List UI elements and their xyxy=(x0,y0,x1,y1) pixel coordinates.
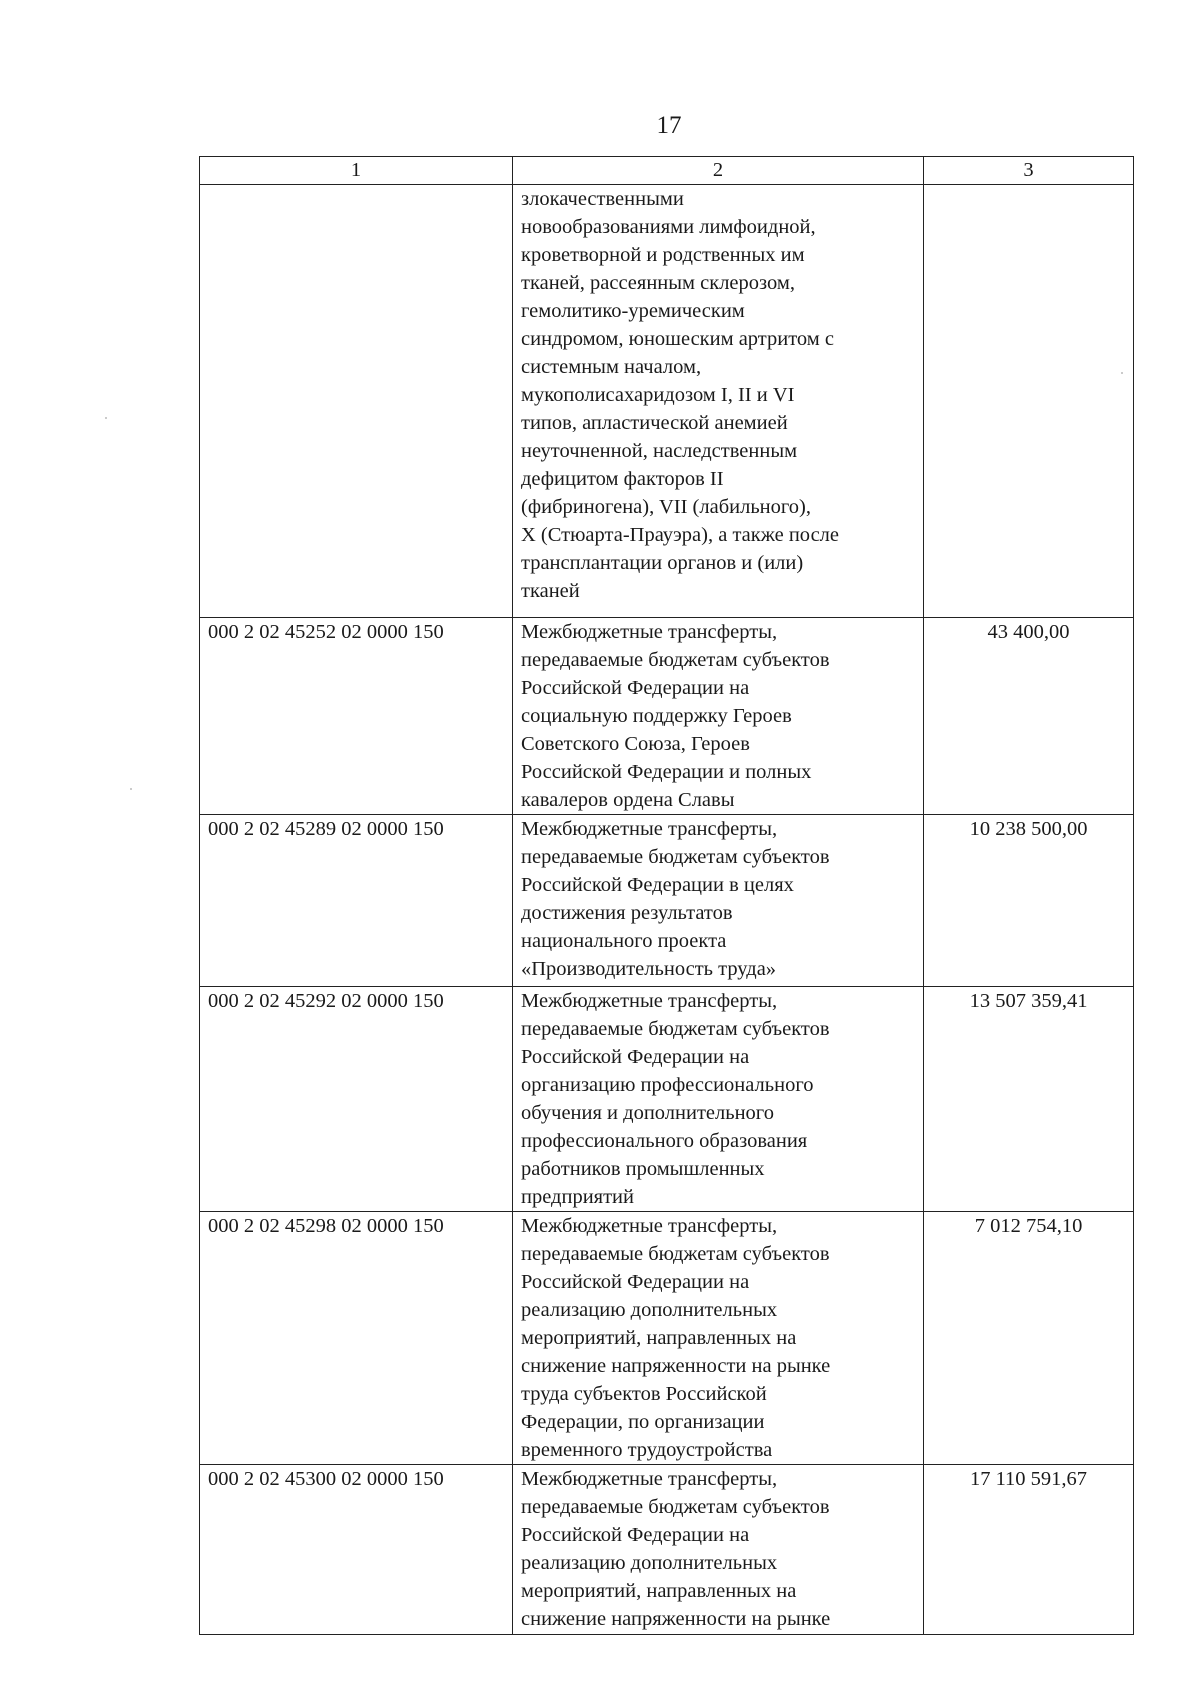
table-row xyxy=(200,618,1134,815)
table-row xyxy=(200,1465,1134,1635)
row-amount: 43 400,00 xyxy=(924,618,1134,815)
budget-table xyxy=(199,156,1134,1635)
row-description: Межбюджетные трансферты, передаваемые бюджетам субъектов Российской Федерации на реализацию дополнительных мероприятий, направленных на снижение напряженности на рынке труда субъектов Российской Федерации, по организации временного трудоустройства xyxy=(513,1212,924,1465)
row-amount: 10 238 500,00 xyxy=(924,815,1134,987)
column-header-code: 1 xyxy=(200,157,513,185)
row-amount: 7 012 754,10 xyxy=(924,1212,1134,1465)
column-header-description: 2 xyxy=(513,157,924,185)
column-header-amount: 3 xyxy=(924,157,1134,185)
table-row xyxy=(200,987,1134,1212)
table-row xyxy=(200,185,1134,618)
scan-speck xyxy=(1121,372,1123,374)
row-description: Межбюджетные трансферты, передаваемые бюджетам субъектов Российской Федерации в целях достижения результатов национального проекта «Производительность труда» xyxy=(513,815,924,987)
row-amount: 13 507 359,41 xyxy=(924,987,1134,1212)
row-amount: 17 110 591,67 xyxy=(924,1465,1134,1635)
table-header-row xyxy=(200,157,1134,185)
scan-speck xyxy=(130,788,132,790)
row-code xyxy=(200,185,513,618)
row-code: 000 2 02 45252 02 0000 150 xyxy=(200,618,513,815)
row-amount xyxy=(924,185,1134,618)
row-description: Межбюджетные трансферты, передаваемые бюджетам субъектов Российской Федерации на социальную поддержку Героев Советского Союза, Героев Российской Федерации и полных кавалеров ордена Славы xyxy=(513,618,924,815)
row-code: 000 2 02 45292 02 0000 150 xyxy=(200,987,513,1212)
row-code: 000 2 02 45289 02 0000 150 xyxy=(200,815,513,987)
row-description: злокачественными новообразованиями лимфоидной, кроветворной и родственных им тканей, рассеянным склерозом, гемолитико-уремическим синдромом, юношеским артритом с системным началом, мукополисахаридозом I, II и VI типов, апластической анемией неуточненной, наследственным дефицитом факторов II (фибриногена), VII (лабильного), X (Стюарта-Прауэра), а также после трансплантации органов и (или) тканей xyxy=(513,185,924,618)
row-code: 000 2 02 45298 02 0000 150 xyxy=(200,1212,513,1465)
row-description: Межбюджетные трансферты, передаваемые бюджетам субъектов Российской Федерации на реализацию дополнительных мероприятий, направленных на снижение напряженности на рынке xyxy=(513,1465,924,1635)
table-row xyxy=(200,1212,1134,1465)
row-code: 000 2 02 45300 02 0000 150 xyxy=(200,1465,513,1635)
row-description: Межбюджетные трансферты, передаваемые бюджетам субъектов Российской Федерации на организацию профессионального обучения и дополнительного профессионального образования работников промышленных предприятий xyxy=(513,987,924,1212)
table-row xyxy=(200,815,1134,987)
scan-speck xyxy=(105,417,107,419)
page-number: 17 xyxy=(656,112,682,139)
